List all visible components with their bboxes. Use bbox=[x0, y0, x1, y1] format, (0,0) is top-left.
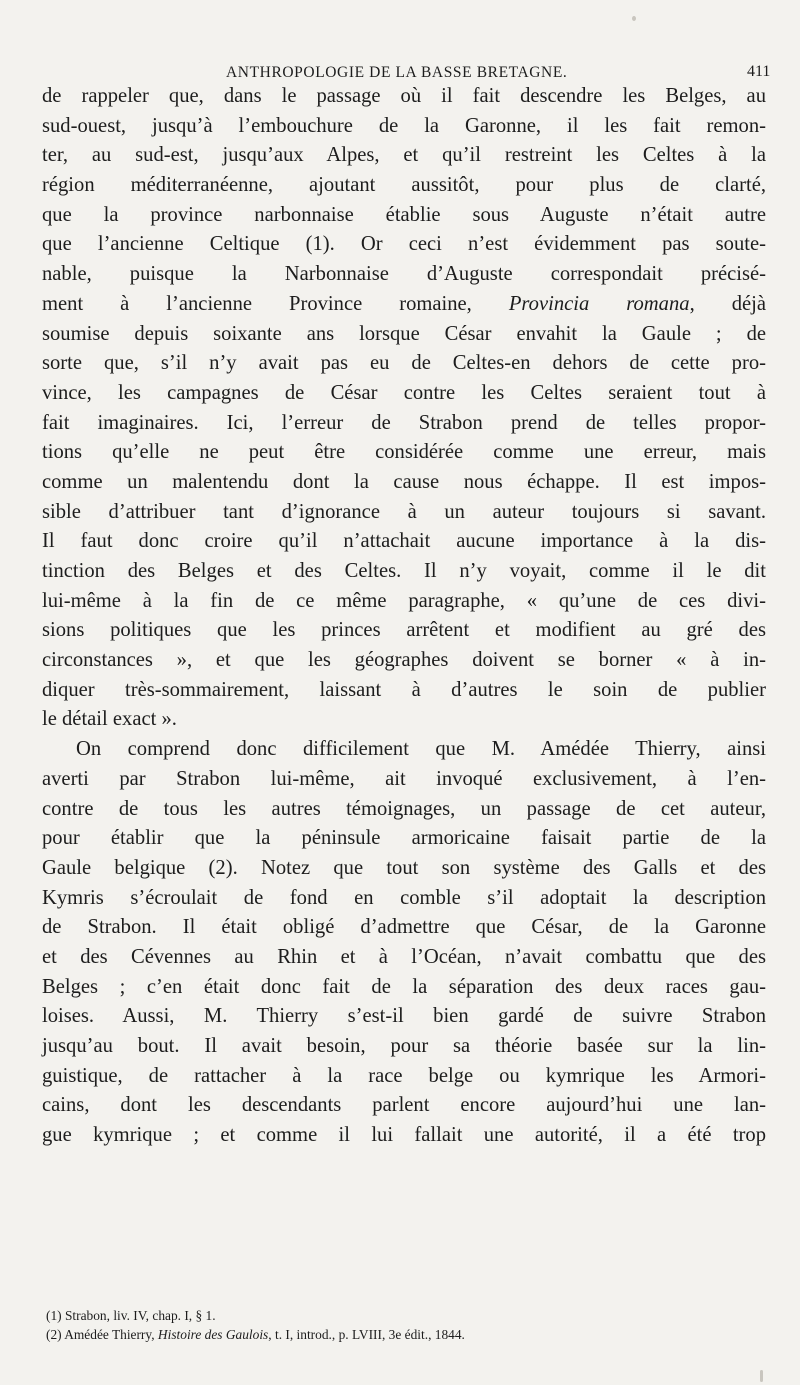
text-line: Il faut donc croire qu’il n’attachait aucune importance à la dis- bbox=[42, 530, 766, 553]
text-line: ter, au sud-est, jusqu’aux Alpes, et qu’il restreint les Celtes à la bbox=[42, 144, 766, 167]
italic-provincia-romana: Provincia romana bbox=[508, 292, 690, 315]
footnote-2-prefix: (2) Amédée Thierry, bbox=[46, 1327, 158, 1342]
text-line: jusqu’au bout. Il avait besoin, pour sa théorie basée sur la lin- bbox=[42, 1035, 766, 1057]
page-number: 411 bbox=[747, 63, 771, 80]
text-line-with-italic bbox=[42, 290, 766, 320]
text-line: pour établir que la péninsule armoricaine faisait partie de la bbox=[42, 827, 766, 850]
text-line-paragraph-end: le détail exact ». bbox=[42, 708, 177, 731]
text-line-paragraph-start: On comprend donc difficilement que M. Amédée Thierry, ainsi bbox=[76, 738, 766, 761]
text-line: sions politiques que les princes arrêtent et modifient au gré des bbox=[42, 619, 766, 642]
text-line: que l’ancienne Celtique (1). Or ceci n’est évidemment pas soute- bbox=[42, 233, 766, 256]
text-line: loises. Aussi, M. Thierry s’est-il bien gardé de suivre Strabon bbox=[42, 1005, 766, 1028]
text-line: fait imaginaires. Ici, l’erreur de Strabon prend de telles propor- bbox=[42, 411, 766, 434]
text-line: tinction des Belges et des Celtes. Il n’y voyait, comme il le dit bbox=[42, 560, 766, 582]
text-line: contre de tous les autres témoignages, un passage de cet auteur, bbox=[42, 797, 766, 820]
text-line: sible d’attribuer tant d’ignorance à un auteur toujours si savant. bbox=[42, 500, 766, 523]
text-line: sorte que, s’il n’y avait pas eu de Celtes-en dehors de cette pro- bbox=[42, 352, 766, 375]
body-text bbox=[42, 82, 766, 1151]
text-line: de Strabon. Il était obligé d’admettre que César, de la Garonne bbox=[42, 916, 766, 939]
footnote-2-suffix: , t. I, introd., p. LVIII, 3e édit., 1844. bbox=[268, 1327, 465, 1342]
text-line: averti par Strabon lui-même, ait invoqué exclusivement, à l’en- bbox=[42, 767, 766, 790]
text-line: tions qu’elle ne peut être considérée comme une erreur, mais bbox=[42, 441, 766, 464]
paper-speck bbox=[760, 1370, 763, 1382]
text-line-end: , déjà bbox=[689, 292, 767, 315]
footnotes bbox=[46, 1306, 766, 1344]
paper-speck bbox=[632, 16, 636, 21]
text-line: soumise depuis soixante ans lorsque César envahit la Gaule ; de bbox=[42, 322, 766, 345]
text-line: de rappeler que, dans le passage où il fait descendre les Belges, au bbox=[42, 85, 766, 107]
text-line: cains, dont les descendants parlent encore aujourd’hui une lan- bbox=[42, 1094, 766, 1117]
running-title: ANTHROPOLOGIE DE LA BASSE BRETAGNE. bbox=[226, 64, 568, 81]
text-line: diquer très-sommairement, laissant à d’autres le soin de publier bbox=[42, 678, 766, 701]
footnote-2-title: Histoire des Gaulois bbox=[157, 1327, 269, 1342]
text-line: circonstances », et que les géographes doivent se borner « à in- bbox=[42, 649, 766, 672]
text-line: guistique, de rattacher à la race belge ou kymrique les Armori- bbox=[42, 1064, 766, 1087]
text-line: Belges ; c’en était donc fait de la séparation des deux races gau- bbox=[42, 975, 766, 998]
text-line: vince, les campagnes de César contre les Celtes seraient tout à bbox=[42, 381, 766, 404]
footnote-1: (1) Strabon, liv. IV, chap. I, § 1. bbox=[46, 1308, 216, 1323]
text-line: et des Cévennes au Rhin et à l’Océan, n’avait combattu que des bbox=[42, 945, 766, 968]
text-line: sud-ouest, jusqu’à l’embouchure de la Garonne, il les fait remon- bbox=[42, 114, 766, 137]
text-line: comme un malentendu dont la cause nous échappe. Il est impos- bbox=[42, 470, 766, 493]
footnote-2 bbox=[46, 1325, 766, 1344]
text-line: nable, puisque la Narbonnaise d’Auguste correspondait précisé- bbox=[42, 263, 766, 286]
text-line: Gaule belgique (2). Notez que tout son système des Galls et des bbox=[42, 856, 766, 879]
text-line: Kymris s’écroulait de fond en comble s’il adoptait la description bbox=[42, 886, 766, 909]
text-line: région méditerranéenne, ajoutant aussitôt, pour plus de clarté, bbox=[42, 174, 766, 197]
text-line: lui-même à la fin de ce même paragraphe, « qu’une de ces divi- bbox=[42, 589, 766, 612]
text-line-start: ment à l’ancienne Province romaine, bbox=[42, 292, 509, 315]
text-line: gue kymrique ; et comme il lui fallait une autorité, il a été trop bbox=[42, 1124, 766, 1147]
text-line: que la province narbonnaise établie sous Auguste n’était autre bbox=[42, 203, 766, 226]
